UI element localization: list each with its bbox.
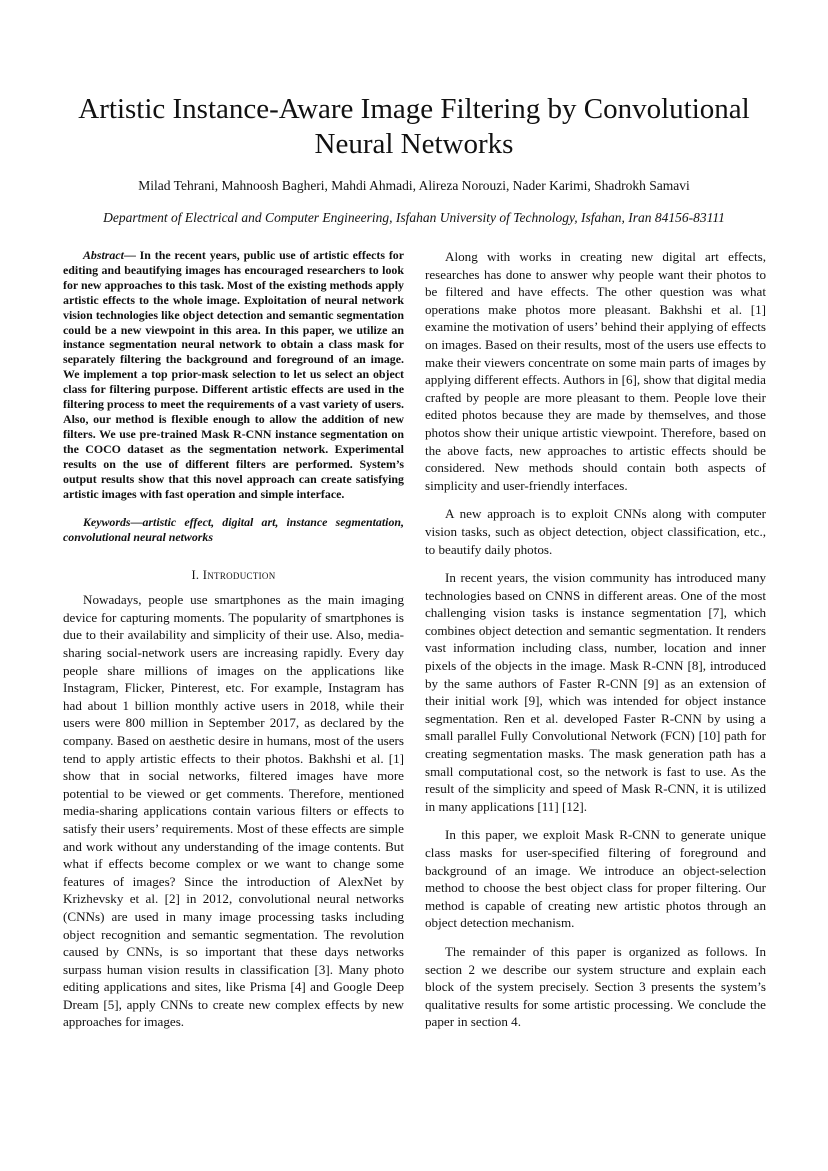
keywords bbox=[63, 515, 404, 545]
intro-paragraph: Nowadays, people use smartphones as the main imaging device for capturing moments. The popularity of smartphones is due to their availability and simplicity of their use. Also, media-sharing social-network users are increasing rapidly. Every day people share millions of images on the applications like Instagram, Flicker, Pinterest, etc. For example, Instagram has had about 1 billion monthly active users in 2018, while their users were 800 million in September 2017, as declared by the company. Based on aesthetic desire in humans, most of the users tend to apply artistic effects to their photos. Bakhshi et al. [1] show that in social networks, filtered images have more potential to be viewed or get comments. Therefore, mentioned media-sharing applications contain various filters or effects to satisfy their users’ requirements. Most of these effects are simple and work without any understanding of the image contents. But what if effects become complex or we want to change some features of images? Since the introduction of AlexNet by Krizhevsky et al. [2] in 2012, convolutional neural networks (CNNs) are used in many image processing tasks including object recognition and semantic segmentation. The revolution caused by CNNs, is so important that these days networks surpass human vision results in classification [3]. Many photo editing applications and sites, like Prisma [4] and Google Deep Dream [5], apply CNNs to create new complex effects by new approaches for images. bbox=[63, 592, 404, 1030]
body-paragraph: The remainder of this paper is organized as follows. In section 2 we describe our system structure and explain each block of the system precisely. Section 3 presents the system’s qualitative results for some artistic processing. We conclude the paper in section 4. bbox=[425, 943, 766, 1030]
right-column bbox=[425, 248, 766, 1031]
body-paragraph: A new approach is to exploit CNNs along with computer vision tasks, such as object detection, object classification, etc., to beautify daily photos. bbox=[425, 506, 766, 557]
body-paragraph: In this paper, we exploit Mask R-CNN to generate unique class masks for user-specified filtering of foreground and background of an image. We introduce an object-selection method to choose the best object class for proper filtering. Our method is capable of creating new artistic photos through an object detection mechanism. bbox=[425, 827, 766, 931]
abstract bbox=[63, 248, 404, 501]
affiliation: Department of Electrical and Computer Engineering, Isfahan University of Technology, Isfahan, Iran 84156-83111 bbox=[103, 210, 725, 225]
abstract-text: — In the recent years, public use of artistic effects for editing and beautifying images has encouraged researchers to look for new approaches to this task. Most of the existing methods apply artistic effects to the whole image. Exploitation of neural network vision technologies like object detection and semantic segmentation could be a new viewpoint in this area. In this paper, we utilize an instance segmentation neural network to obtain a class mask for separately filtering the background and foreground of an image. We implement a top prior-mask selection to let us select an object class for filtering purpose. Different artistic effects are used in the filtering process to meet the requirements of a vast variety of users. Also, our method is flexible enough to allow the addition of new filters. We use pre-trained Mask R-CNN instance segmentation on the COCO dataset as the segmentation network. Experimental results on the use of different filters are performed. System’s output results show that this novel approach can create satisfying artistic images with fast operation and simple interface. bbox=[63, 248, 404, 501]
abstract-lead: Abstract bbox=[83, 248, 124, 262]
left-column bbox=[63, 248, 404, 1031]
body-paragraph: In recent years, the vision community has introduced many technologies based on CNNS in different areas. One of the most challenging vision tasks is instance segmentation [7], which combines object detection and semantic segmentation. It renders vast information including class, number, location and inner pixels of the objects in the image. Mask R-CNN [8], introduced by the same authors of Faster R-CNN [9] as an extension of their initial work [9], which was intended for object instance segmentation. Ren et al. developed Faster R-CNN by using a small parallel Fully Convolutional Network (FCN) [10] path for creating segmentation masks. The mask generation path has a small computational cost, so the network is fast to use. As the result of the simplicity and speed of Mask R-CNN, it is utilized in many applications [11] [12]. bbox=[425, 570, 766, 814]
section-heading-introduction: I. Introduction bbox=[191, 568, 276, 583]
body-paragraph: Along with works in creating new digital art effects, researches has done to answer why people want their photos to be filtered and have effects. The other question was what operations make photos more pleasant. Bakhshi et al. [1] examine the motivation of users’ behind their applying of effects on images. Based on their results, most of the users use effects to make their viewers concentrate on some main parts of images by applying different effects. Authors in [6], show that digital media crafted by people are more pleasant to them. People love their edited photos because they are made by themselves, and those photos show their unique artistic viewpoint. Therefore, based on the above facts, new approaches to artistic effects should be considered. New methods should contain both aspects of simplicity and user-friendly interfaces. bbox=[425, 249, 766, 493]
author-list: Milad Tehrani, Mahnoosh Bagheri, Mahdi Ahmadi, Alireza Norouzi, Nader Karimi, Shadrokh Samavi bbox=[138, 178, 690, 193]
keywords-lead: Keywords bbox=[83, 515, 131, 530]
keywords-text: —artistic effect, digital art, instance segmentation, convolutional neural networks bbox=[63, 515, 404, 545]
paper-title: Artistic Instance-Aware Image Filtering by Convolutional Neural Networks bbox=[78, 93, 750, 160]
